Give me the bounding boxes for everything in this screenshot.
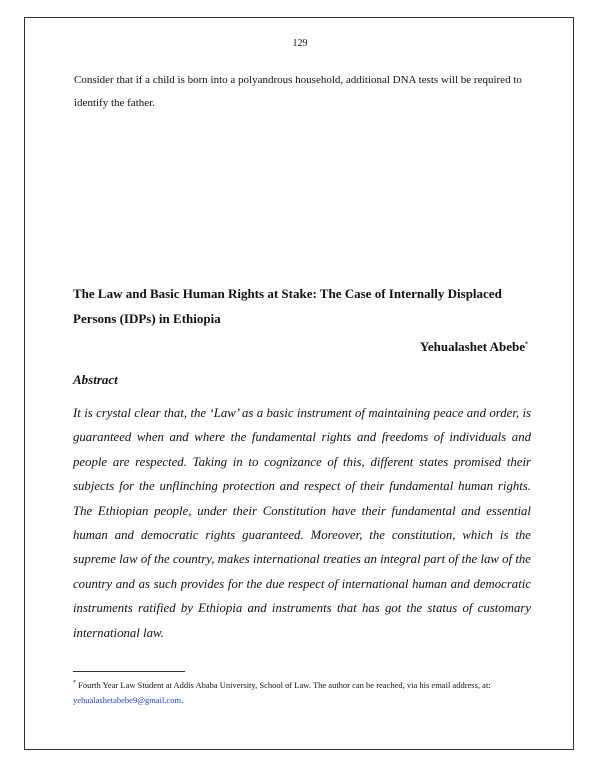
footnote xyxy=(73,676,533,708)
page-number: 129 xyxy=(292,38,308,49)
author-email-link[interactable]: yehualashetabebe9@gmail.com xyxy=(73,694,182,705)
author-line xyxy=(420,339,528,355)
abstract-paragraph: It is crystal clear that, the ‘Law’ as a basic instrument of maintaining peace and order, is guaranteed when and where the fundamental rights and freedoms of individuals and people are respected. Taking in to cognizance of this, different states promised their subjects for the unflinching protection and respect of their fundamental human rights. The Ethiopian people, under their Constitution have their fundamental and essential human and democratic rights guaranteed. Moreover, the constitution, which is the supreme law of the country, makes international treaties an integral part of the law of the country and as such provides for the due respect of international human and democratic instruments ratified by Ethiopia and instruments that has got the status of customary international law. xyxy=(73,406,531,640)
author-footnote-mark[interactable]: * xyxy=(525,341,528,348)
footnote-text: Fourth Year Law Student at Addis Ababa University, School of Law. The author can be reached, via his email address, at: xyxy=(78,679,491,690)
footnote-divider xyxy=(73,671,185,672)
article-title: The Law and Basic Human Rights at Stake: The Case of Internally Displaced Persons (IDPs) in Ethiopia xyxy=(73,286,502,326)
intro-paragraph: Consider that if a child is born into a polyandrous household, additional DNA tests will be required to identify the father. xyxy=(74,74,522,109)
footnote-end: . xyxy=(181,694,184,705)
author-name: Yehualashet Abebe xyxy=(419,339,525,354)
abstract-heading: Abstract xyxy=(73,372,118,387)
footnote-mark: * xyxy=(73,680,76,686)
